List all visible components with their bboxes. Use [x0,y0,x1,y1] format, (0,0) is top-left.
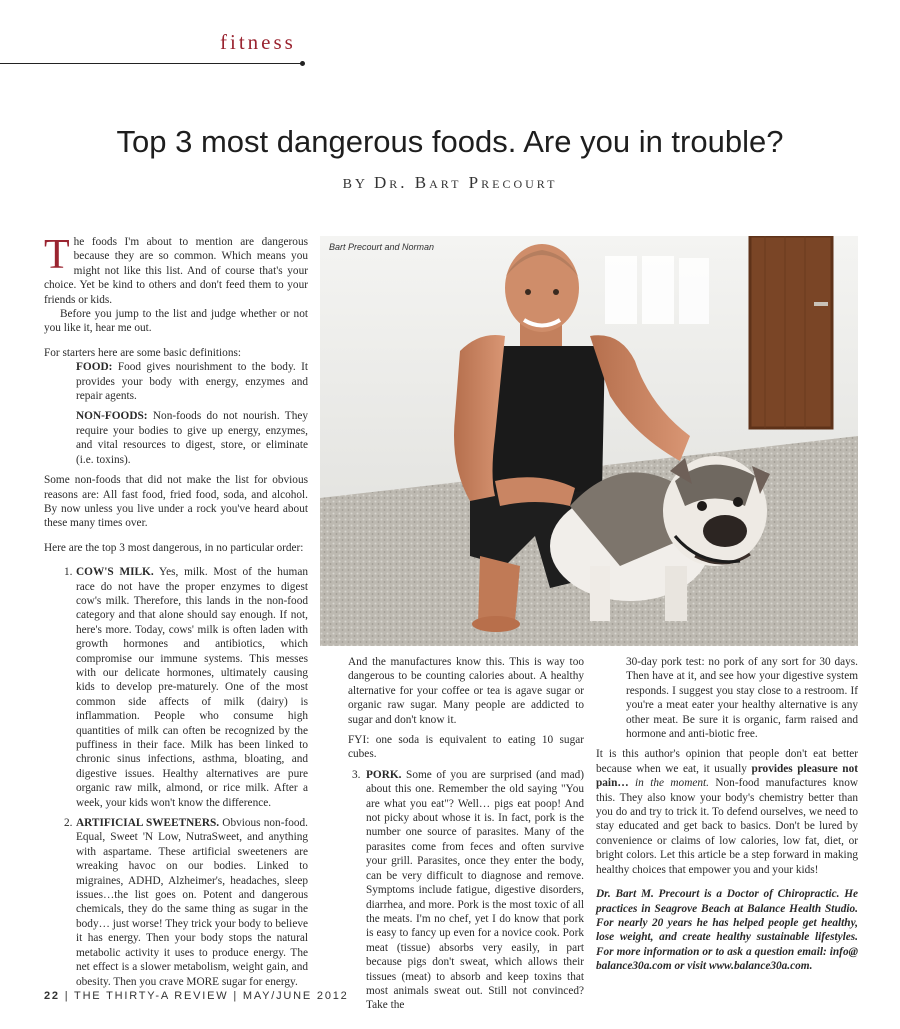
column-3 [596,655,858,974]
byline [0,173,900,193]
list-item-pork: 3. PORK. Some of you are surprised (and mad) about this one. Remember the old saying "You are what you eat"? Well… pigs eat poop! And not picky about whose it is. In fact, pork is the number one source of parasites. Many of the parasites come from feces and often survive your grill. Parasites, once they enter the body, can be very difficult to diagnose and remove. Symptoms include fatigue, digestive disorders, diarrhea, and more. Pork is the most toxic of all the meats. I'm no chef, yet I do know that pork is easy to fancy up even for a novice cook. Pork meat (tissue) absorbs very easily, in part because pigs don't sweat, which allows their tissues (meat) to absorb and keep toxins that most animals sweat out. Still not convinced? Take the [352,768,585,1012]
publication-name: THE THIRTY-A REVIEW [74,990,229,1002]
column-2 [348,655,584,1013]
list-item-cows-milk: 1. COW'S MILK. Yes, milk. Most of the human race do not have the proper enzymes to digest cow's milk. Therefore, this lands in the non-food category and that alone should say enough. If not, here's more. Today, cows' milk is often laden with growth hormones and antibiotics, which compromise our immune systems. This messes with our delicate hormones, ultimately causing kids to develop pre-maturely. One of the most common side affects of milk (dairy) is inflammation. People who consume high quantities of milk can often be recognized by the puffiness in their face. Milk has been linked to chronic sinus infections, asthma, bloating, and digestive issues. Healthy alternatives are pure organic raw milk, almond, or rice milk. After a week, your kids won't know the difference. [64,566,308,809]
article-photo [320,236,858,646]
pork-continued: 30-day pork test: no pork of any sort for 30 days. Then have at it, and see how your digestive system responds. I suggest you stay close to a restroom. If you're a meat eater your healthy alternative is any other meat. Be sure it is organic, farm raised and hormone and anti-biotic free. [626,656,858,741]
section-tag: fitness [220,30,296,54]
page-footer [44,990,349,1002]
page-number: 22 [44,990,60,1002]
issue-date: MAY/JUNE 2012 [242,990,349,1002]
section-rule [0,63,302,64]
intro-paragraph-2: Before you jump to the list and judge whether or not you like it, hear me out. [44,308,308,335]
sweetners-continued: And the manufactures know this. This is way too dangerous to be counting calories about. A healthy alternative for your coffee or tea is agave sugar or organic raw sugar. Many people are addicted to sugar and don't know it. [348,656,584,726]
top3-intro: Here are the top 3 most dangerous, in no particular order: [44,541,304,554]
definition-food: FOOD: Food gives nourishment to the body. It provides your body with energy, enzymes and repair agents. [76,361,309,403]
footer-separator-2: | [233,990,238,1002]
section-rule-dot [300,61,305,66]
byline-author: Dr. Bart Precourt [374,173,558,192]
byline-by: BY [342,177,368,192]
list-item-artificial-sweetners: 2. ARTIFICIAL SWEETNERS. Obvious non-food. Equal, Sweet 'N Low, NutraSweet, and anything with aspartame. These artificial sweeteners are wreaking havoc on our bodies. Linked to migraines, ADHD, Alzheimer's, headaches, sleep issues…the list goes on. Potent and dangerous chemicals, they do the same thing as sugar in the body… just worse! They trick your body to believe it has energy. Then your body stops the natural metabolic activity it uses to produce energy. The net effect is a slower metabolism, weight gain, and obesity. Then you crave MORE sugar for energy. [64,817,308,988]
fyi-note: FYI: one soda is equivalent to eating 10 sugar cubes. [348,734,584,761]
column-1 [44,232,309,989]
non-foods-paragraph: Some non-foods that did not make the list for obvious reasons are: All fast food, fried food, soda, and alcohol. By now unless you live under a rock you've heard about these many times over. [44,474,308,530]
headline: Top 3 most dangerous foods. Are you in trouble? [116,124,784,159]
photo-caption: Bart Precourt and Norman [329,242,435,252]
intro-paragraph: The foods I'm about to mention are dangerous because they are so common. Which means you might not like this list. And of course that's your choice. Yet be kind to others and don't feed them to your friends or kids. [44,232,308,306]
footer-separator: | [64,990,70,1002]
definitions-intro: For starters here are some basic definitions: [44,346,242,359]
definition-non-food: NON-FOODS: Non-foods do not nourish. They require your bodies to give up energy, enzymes, and vital resources to digest, store, or eliminate (i.e. toxins). [76,410,309,466]
drop-cap: T [44,232,70,278]
author-bio: Dr. Bart M. Precourt is a Doctor of Chiropractic. He practices in Seagrove Beach at Balance Health Studio. For nearly 20 years he has helped people get healthy, lose weight, and create healthy sustainable lifestyles. For more information or to ask a question email: info@ balance30a.com or visit www.balance30a.com. [596,888,858,973]
closing-paragraph: It is this author's opinion that people don't eat better because when we eat, it usually provides pleasure not pain… in the moment. Non-food manufactures know this. They also know your body's chemistry better than you do and try to trick it. To defend ourselves, we need to stay educated and get back to basics. Don't be lured by convenience or claims of low calories, low fat, diet, or bright colors. Let this article be a step forward in making healthy choices that empower you and your kids! [596,748,859,876]
